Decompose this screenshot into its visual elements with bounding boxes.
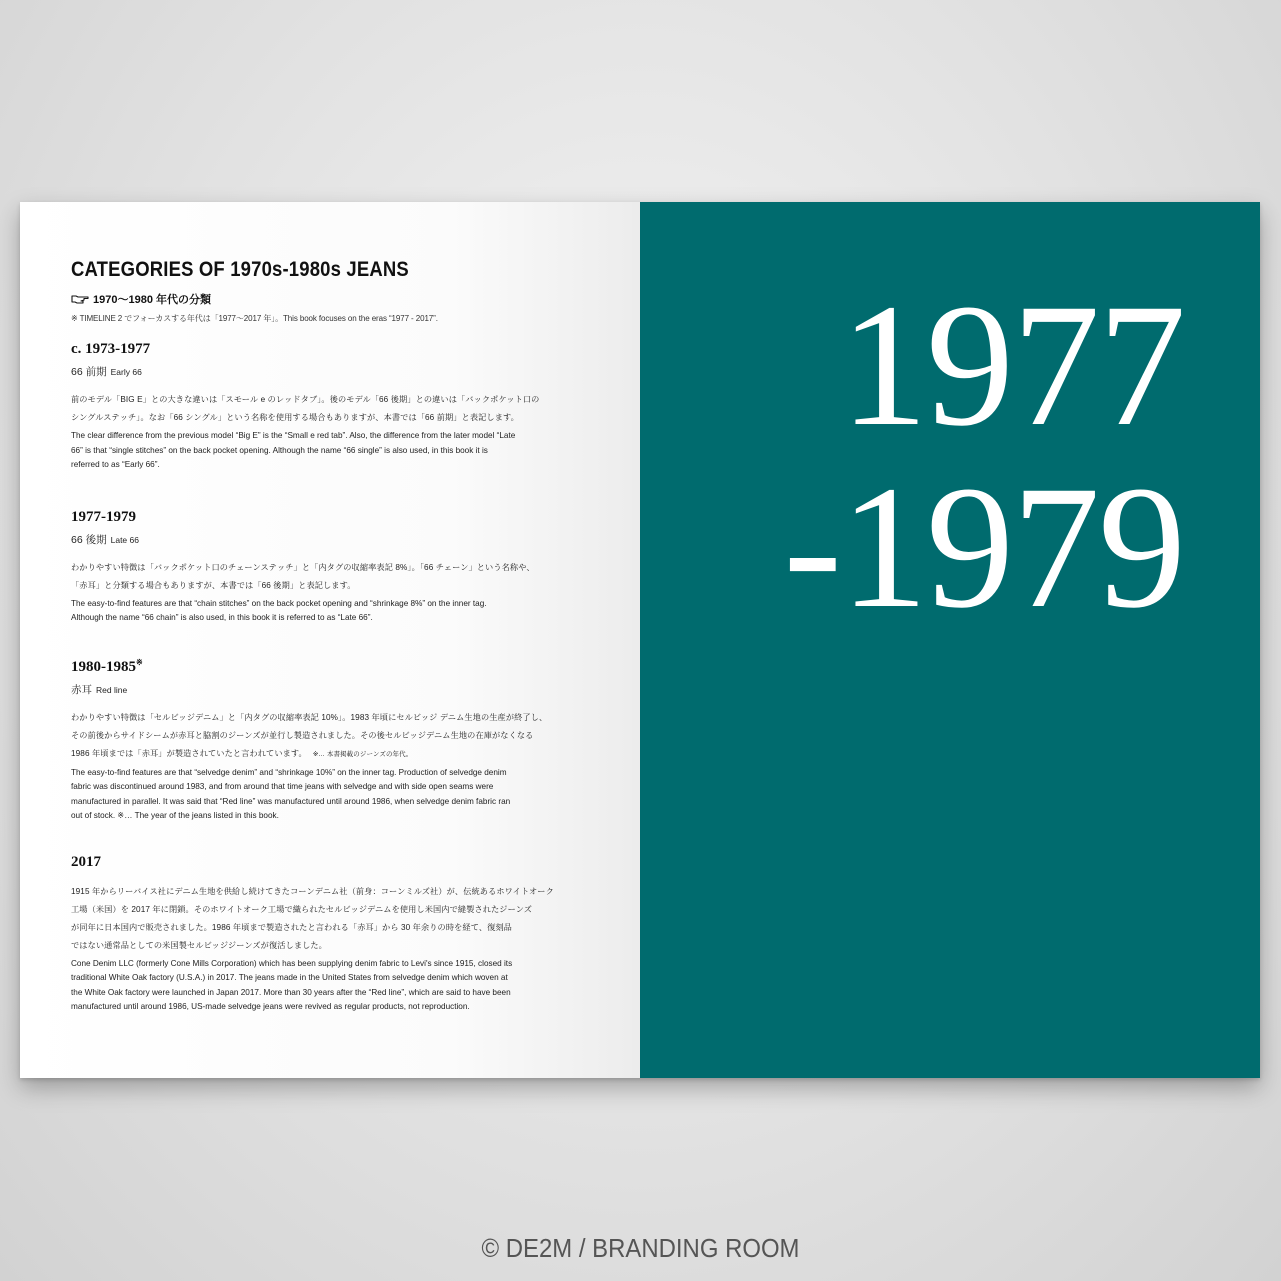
text-line: 前のモデル「BIG E」との大きな違いは「スモール e のレッドタブ」。後のモデル「66 後期」との違いは「バックポケット口の bbox=[71, 395, 540, 404]
copyright-text: © DE2M / BRANDING ROOM bbox=[481, 1233, 800, 1263]
subheading-jp: 66 後期 bbox=[71, 533, 107, 546]
text-line: 「赤耳」と分類する場合もありますが、本書では「66 後期」と表記します。 bbox=[71, 580, 356, 590]
section-early-66 bbox=[71, 341, 579, 473]
section-heading: 1977-1979 bbox=[71, 508, 136, 525]
heading-mark: ※ bbox=[136, 657, 143, 667]
japanese-text bbox=[71, 709, 579, 764]
text-line: シングルステッチ」。なお「66 シングル」という名称を使用する場合もありますが、本書では「66 前期」と表記します。 bbox=[71, 413, 519, 422]
section-subheading bbox=[71, 682, 579, 697]
section-subheading bbox=[71, 532, 579, 547]
subheading-en: Early 66 bbox=[110, 367, 142, 377]
text-line bbox=[71, 745, 579, 764]
text-line: わかりやすい特徴は「バックポケット口のチェーンステッチ」と「内タグの収縮率表記 8%」。「66 チェーン」という名称や、 bbox=[71, 562, 535, 572]
text-line: manufactured until around 1986, US-made selvedge jeans were revived as regular products, not reproduction. bbox=[71, 1002, 470, 1011]
pointing-hand-icon bbox=[71, 294, 89, 304]
english-text bbox=[71, 766, 579, 824]
section-2017 bbox=[71, 854, 579, 1015]
year-line-2: -1979 bbox=[783, 450, 1184, 645]
subheading-en: Late 66 bbox=[110, 534, 139, 545]
text-line-main: 1986 年頃までは「赤耳」が製造されていたと言われています。 bbox=[71, 748, 307, 758]
text-line: 1915 年からリーバイス社にデニム生地を供給し続けてきたコーンデニム社（前身：コーンミルズ社）が、伝統あるホワイトオーク bbox=[71, 886, 554, 896]
section-heading: c. 1973-1977 bbox=[71, 341, 151, 357]
subheading-jp: 66 前期 bbox=[71, 366, 107, 378]
text-line: ではない通常品としての米国製セルビッジジーンズが復活しました。 bbox=[71, 940, 327, 950]
left-page bbox=[20, 202, 640, 1078]
japanese-text bbox=[71, 559, 579, 595]
focus-note: ※ TIMELINE 2 でフォーカスする年代は「1977～2017 年」。This book focuses on the eras “1977 - 2017”. bbox=[71, 314, 438, 323]
text-line: 工場（米国）を 2017 年に閉鎖。そのホワイトオーク工場で織られたセルビッジデニムを使用し米国内で縫製されたジーンズ bbox=[71, 904, 533, 914]
english-text bbox=[71, 957, 579, 1015]
english-text bbox=[71, 597, 579, 626]
japanese-text bbox=[71, 883, 579, 955]
text-line: Cone Denim LLC (formerly Cone Mills Corporation) which has been supplying denim fabric to Levi's since 1915, closed its bbox=[71, 958, 513, 968]
text-line: わかりやすい特徴は「セルビッジデニム」と「内タグの収縮率表記 10%」。1983 年頃にセルビッジ デニム生地の生産が終了し、 bbox=[71, 712, 548, 722]
text-line: The clear difference from the previous model “Big E” is the “Small e red tab”. Also, the difference from the later model “Late bbox=[71, 431, 516, 440]
text-line: traditional White Oak factory (U.S.A.) in 2017. The jeans made in the United States from selvedge denim which woven at bbox=[71, 973, 508, 982]
text-line: が同年に日本国内で販売されました。1986 年頃まで製造されたと言われる「赤耳」から 30 年余りの時を経て、復刻品 bbox=[71, 922, 512, 932]
section-late-66 bbox=[71, 509, 579, 626]
text-line: the White Oak factory were launched in Japan 2017. More than 30 years after the “Red line”, which are said to have been bbox=[71, 987, 511, 997]
section-heading: 2017 bbox=[71, 853, 101, 870]
section-red-line bbox=[71, 658, 579, 824]
text-line: 66” is that “single stitches” on the back pocket opening. Although the name “66 single” is also used, in this book it is bbox=[71, 445, 488, 455]
page-title: CATEGORIES OF 1970s-1980s JEANS bbox=[71, 258, 409, 281]
text-line: その前後からサイドシームが赤耳と脇割のジーンズが並行し製造されました。その後セルビッジデニム生地の在庫がなくなる bbox=[71, 730, 534, 740]
subtitle-text: 1970～1980 年代の分類 bbox=[93, 294, 211, 306]
english-text bbox=[71, 429, 579, 473]
text-line: fabric was discontinued around 1983, and from around that time jeans with selvedge and with side open seams were bbox=[71, 782, 494, 791]
subheading-en: Red line bbox=[96, 684, 128, 695]
subheading-jp: 赤耳 bbox=[71, 683, 92, 696]
page-subtitle bbox=[71, 291, 579, 307]
heading-text: 1980-1985 bbox=[71, 658, 136, 675]
page-content bbox=[71, 258, 579, 1015]
footnote: ※… 本書掲載のジーンズの年代。 bbox=[312, 750, 413, 758]
text-line: referred to as “Early 66”. bbox=[71, 460, 160, 469]
year-line-1: 1977 bbox=[840, 268, 1184, 463]
section-subheading bbox=[71, 364, 579, 379]
text-line: Although the name “66 chain” is also used, in this book it is referred to as “Late 66”. bbox=[71, 613, 373, 622]
japanese-text bbox=[71, 391, 579, 427]
right-page bbox=[640, 202, 1260, 1078]
text-line: The easy-to-find features are that “selvedge denim” and “shrinkage 10%” on the inner tag. Production of selvedge denim bbox=[71, 767, 507, 777]
text-line: out of stock. ※… The year of the jeans listed in this book. bbox=[71, 811, 279, 820]
section-heading bbox=[71, 658, 579, 676]
text-line: The easy-to-find features are that “chain stitches” on the back pocket opening and “shrinkage 8%” on the inner tag. bbox=[71, 598, 487, 608]
text-line: manufactured in parallel. It was said that “Red line” was manufactured until around 1986, when selvedge denim fabric ran bbox=[71, 796, 511, 806]
book-spread bbox=[20, 202, 1260, 1078]
